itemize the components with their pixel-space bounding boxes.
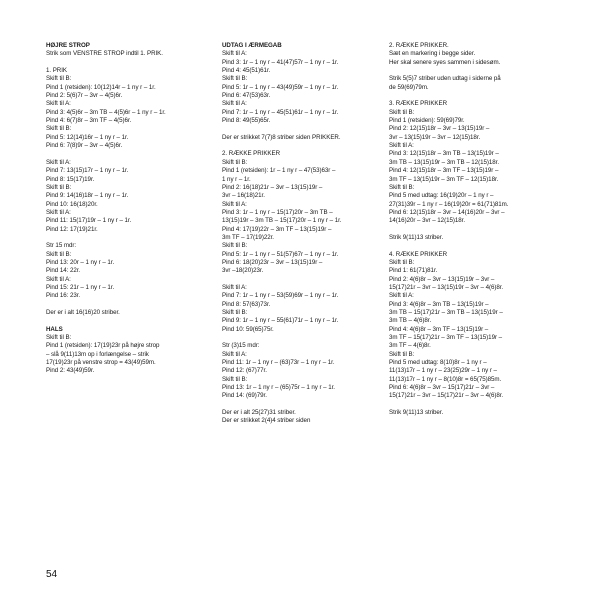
text-line: Pind 3: 12(15)18r – 3m TB – 13(15)19r – (389, 150, 499, 158)
text-line: Pind 5: 1r – 1 ny r – 43(49)59r – 1 ny r – 1r. (222, 83, 339, 91)
text-line: Pind 1 (retsiden): 59(69)79r. (389, 117, 465, 125)
text-line: 11(13)17r – 1 ny r – 8(10)8r = 65(75)85m. (389, 375, 502, 383)
text-line: Skift til B: (222, 242, 248, 250)
text-line: Pind 6: 18(20)23r – 3vr – 13(15)19r – (222, 258, 323, 266)
text-line: 3vr –18(20)23r. (222, 267, 264, 275)
text-line: 3vr – 16(18)21r. (222, 192, 265, 200)
text-line: 27(31)39r – 1 ny r – 16(19)20r = 61(71)81m. (389, 200, 509, 208)
text-line: Pind 3: 4(6)8r – 3m TB – 13(15)19r – (389, 300, 489, 308)
text-line: Her skal senere syes sammen i sidesøm. (389, 58, 501, 66)
text-line: 3m TB – 4(6)8r. (389, 317, 432, 325)
text-line: Str (3)15 mdr: (222, 342, 260, 350)
text-line: 3m TF – 13(15)19r – 3m TF – 12(15)18r. (389, 175, 499, 183)
text-line: Pind 5: 12(14)16r – 1 ny r – 1r. (46, 133, 129, 141)
text-line: Pind 4: 17(19)22r – 3m TF – 13(15)19r – (222, 225, 332, 233)
text-line: Pind 6: 4(6)8r – 3vr – 15(17)21r – 3vr – (389, 384, 495, 392)
text-line: Pind 9: 1r – 1 ny r – 55(61)71r – 1 ny r – 1r. (222, 317, 339, 325)
text-line: Pind 7: 13(15)17r – 1 ny r – 1r. (46, 167, 129, 175)
text-line: 3m TF – 17(19)22r. (222, 233, 274, 241)
text-line: 14(16)20r – 3vr – 12(15)18r. (389, 217, 465, 225)
text-line: 3m TF – 15(17)21r – 3m TF – 13(15)19r – (389, 334, 503, 342)
text-line: Skift til A: (222, 100, 247, 108)
text-line: Pind 6: 7(8)9r – 3vr – 4(5)6r. (46, 142, 123, 150)
text-line: Skift til B: (389, 258, 415, 266)
text-line: Skift til B: (389, 183, 415, 191)
text-line: Pind 12: 17(19)21r. (46, 225, 98, 233)
text-line: 15(17)21r – 3vr – 15(17)21r – 3vr – 4(6)8r. (389, 392, 504, 400)
text-line: Skift til B: (46, 250, 72, 258)
text-line: Der er strikket 7(7)8 striber siden PRIKKER. (222, 133, 341, 141)
text-line: Skift til B: (222, 75, 248, 83)
text-line: 3m TF – 4(6)8r. (389, 342, 431, 350)
text-line: Skift til B: (46, 334, 72, 342)
text-line: Pind 14: 22r. (46, 267, 81, 275)
text-line: Strik 9(11)13 striber. (389, 409, 444, 417)
text-line: Pind 10: 59(65)75r. (222, 325, 274, 333)
text-line: Skift til A: (389, 292, 414, 300)
text-line: Strik som VENSTRE STROP indtil 1. PRIK. (46, 50, 163, 58)
blank-line (46, 150, 206, 158)
blank-line (389, 92, 559, 100)
blank-line (222, 125, 382, 133)
text-line: Strik 5(5)7 striber uden udtag i siderne på (389, 75, 501, 83)
blank-line (46, 317, 206, 325)
blank-line (222, 401, 382, 409)
text-line: 17(19)23r på venstre strop = 43(49)59m. (46, 359, 156, 367)
text-line: Pind 1 (retsiden): 17(19)23r på højre strop (46, 342, 160, 350)
text-line: 3vr – 13(15)19r – 3vr – 12(15)18r. (389, 133, 481, 141)
blank-line (389, 242, 559, 250)
blank-line (46, 301, 206, 309)
text-line: Sæt en markering i begge sider. (389, 50, 476, 58)
text-line: Der er i alt 16(16)20 striber. (46, 309, 120, 316)
text-line: Skift til A: (389, 142, 414, 150)
text-line: Pind 8: 57(63)73r. (222, 300, 271, 308)
text-line: Pind 3: 4(5)6r – 3m TB – 4(5)6r – 1 ny r – 1r. (46, 108, 166, 116)
text-line: Skift til B: (389, 108, 415, 116)
text-line: Pind 5 med udtag: 16(19)20r – 1 ny r – (389, 192, 494, 200)
text-line: Pind 6: 47(53)63r. (222, 92, 271, 100)
text-line: Pind 3: 1r – 1 ny r – 15(17)20r – 3m TB – (222, 208, 333, 216)
text-column-3 (389, 42, 559, 417)
text-line: Pind 11: 15(17)19r – 1 ny r – 1r. (46, 217, 132, 225)
text-line: Pind 9: 14(16)18r – 1 ny r – 1r. (46, 192, 129, 200)
text-line: Pind 4: 4(6)8r – 3m TF – 13(15)19r – (389, 325, 489, 333)
text-line: Pind 4: 12(15)18r – 3m TF – 13(15)19r – (389, 167, 499, 175)
section-heading: HØJRE STROP (46, 42, 90, 49)
text-line: 1 ny r – 1r. (222, 175, 251, 183)
text-line: Skift til B: (222, 375, 248, 383)
text-line: Strik 9(11)13 striber. (389, 233, 444, 241)
blank-line (46, 59, 206, 67)
blank-line (389, 401, 559, 409)
text-line: Pind 6: 12(15)18r – 3vr – 14(16)20r – 3vr – (389, 208, 505, 216)
text-line: Pind 11: 1r – 1 ny r – (63)73r – 1 ny r – 1r. (222, 359, 335, 367)
text-line: Pind 7: 1r – 1 ny r – 45(51)61r – 1 ny r – 1r. (222, 108, 339, 116)
text-line: de 59(69)79m. (389, 83, 429, 91)
text-line: Skift til A: (46, 100, 71, 108)
text-line: 11(13)17r – 1 ny r – 23(25)29r – 1 ny r – (389, 367, 497, 375)
text-line: Str 15 mdr: (46, 242, 77, 250)
text-line: Skift til B: (46, 75, 72, 83)
text-line: Skift til A: (46, 275, 71, 283)
text-line: Pind 1 (retsiden): 1r – 1 ny r – 47(53)63r – (222, 167, 336, 175)
text-line: Skift til A: (222, 350, 247, 358)
text-line: Pind 2: 5(6)7r – 3vr – 4(5)6r. (46, 92, 123, 100)
text-line: Skift til A: (222, 50, 247, 58)
blank-line (389, 226, 559, 234)
text-line: 3m TB – 13(15)19r – 3m TB – 12(15)18r. (389, 158, 499, 166)
text-line: Pind 2: 16(18)21r – 3vr – 13(15)19r – (222, 183, 323, 191)
text-line: 15(17)21r – 3vr – 13(15)19r – 3vr – 4(6)8r. (389, 283, 504, 291)
text-line: Pind 13: 1r – 1 ny r – (65)75r – 1 ny r – 1r. (222, 384, 335, 392)
blank-line (222, 276, 382, 284)
text-line: Skift til A: (222, 200, 247, 208)
text-line: Skift til B: (46, 125, 72, 133)
text-line: 4. RÆKKE PRIKKER (389, 250, 447, 258)
text-line: Pind 7: 1r – 1 ny r – 53(59)69r – 1 ny r – 1r. (222, 292, 339, 300)
page-number: 54 (46, 569, 58, 580)
text-line: Pind 8: 15(17)19r. (46, 175, 95, 183)
text-line: Skift til B: (222, 158, 248, 166)
text-line: Der er strikket 2(4)4 striber siden (222, 417, 311, 425)
blank-line (222, 142, 382, 150)
text-line: Pind 4: 6(7)8r – 3m TF – 4(5)6r. (46, 117, 132, 125)
blank-line (46, 234, 206, 242)
text-line: Pind 15: 21r – 1 ny r – 1r. (46, 283, 115, 291)
section-heading: HALS (46, 325, 63, 333)
text-line: 3m TB – 15(17)21r – 3m TB – 13(15)19r – (389, 309, 503, 316)
text-line: Pind 8: 49(55)65r. (222, 117, 271, 125)
section-heading: UDTAG I ÆRMEGAB (222, 42, 282, 49)
text-column-2 (222, 42, 382, 426)
text-line: Pind 4: 45(51)61r. (222, 67, 271, 75)
text-line: Pind 2: 4(6)8r – 3vr – 13(15)19r – 3vr – (389, 275, 495, 283)
text-line: 2. RÆKKE PRIKKER (222, 150, 280, 158)
text-line: Pind 1 (retsiden): 10(12)14r – 1 ny r – 1r. (46, 83, 156, 91)
text-line: 13(15)19r – 3m TB – 15(17)20r – 1 ny r – 1r. (222, 217, 342, 225)
text-line: Pind 3: 1r – 1 ny r – 41(47)57r – 1 ny r – 1r. (222, 58, 339, 66)
text-line: Pind 12: (67)77r. (222, 367, 267, 375)
text-line: – slå 9(11)13m op i forlængelse – strik (46, 350, 149, 358)
text-line: Skift til B: (389, 350, 415, 358)
text-line: Pind 14: (69)79r. (222, 392, 267, 400)
text-line: 2. RÆKKE PRIKKER. (389, 42, 449, 49)
text-line: Pind 1: 61(71)81r. (389, 267, 438, 275)
text-line: Pind 13: 20r – 1 ny r – 1r. (46, 258, 115, 266)
text-line: Pind 2: 12(15)18r – 3vr – 13(15)19r – (389, 125, 490, 133)
text-line: Pind 2: 43(49)59r. (46, 367, 95, 375)
blank-line (222, 334, 382, 342)
text-line: Skift til B: (222, 309, 248, 316)
text-line: Der er i alt 25(27)31 striber. (222, 409, 296, 417)
text-line: 3. RÆKKE PRIKKER (389, 100, 447, 108)
text-line: Pind 16: 23r. (46, 292, 81, 300)
blank-line (389, 67, 559, 75)
text-line: Pind 10: 16(18)20r. (46, 200, 98, 208)
text-line: Skift til B: (46, 183, 72, 191)
text-line: Skift til A: (46, 158, 71, 166)
text-line: Skift til A: (46, 208, 71, 216)
text-line: Pind 5 med udtag: 8(10)8r – 1 ny r – (389, 359, 487, 367)
text-column-1 (46, 42, 206, 376)
text-line: Skift til A: (222, 283, 247, 291)
text-line: Pind 5: 1r – 1 ny r – 51(57)67r – 1 ny r – 1r. (222, 250, 339, 258)
text-line: 1. PRIK (46, 67, 67, 75)
